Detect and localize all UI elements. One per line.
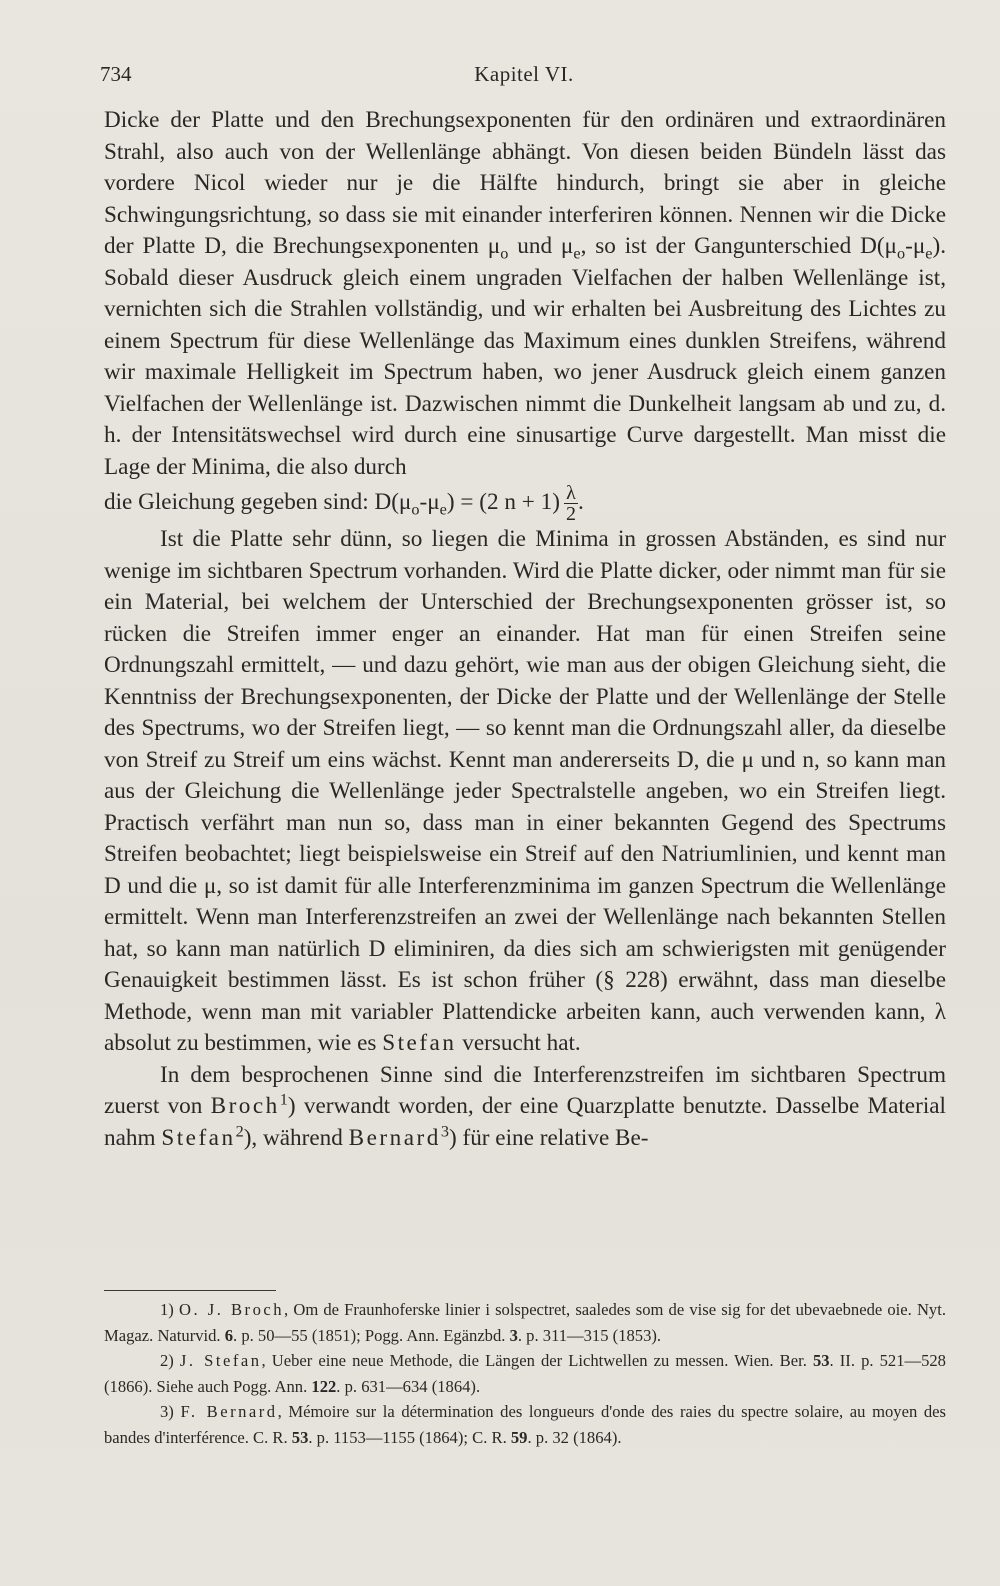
text-fragment: 3: [509, 1325, 518, 1345]
text-fragment: 6: [224, 1325, 234, 1345]
text-fragment: , Ueber eine neue Methode, die Längen der Lichtwellen zu messen. Wien. Ber.: [261, 1351, 813, 1370]
footnote-1: [104, 1297, 946, 1348]
text-fragment: , so ist der Gangunterschied D(μ: [580, 233, 897, 259]
text-fragment: 59: [510, 1427, 528, 1447]
text-fragment: die Gleichung gegeben sind: D(μ: [104, 488, 412, 515]
text-fragment: 2: [565, 503, 576, 525]
text-fragment: Ist die Platte sehr dünn, so liegen die Minima in grossen Abständen, es sind nur wenige im sichtbaren Spectrum vorhanden. Wird die Platte dicker, oder nimmt man für sie ein Material, bei welchem der Unterschied der Brechungsexponenten grösser ist, so rücken die Streifen immer enger an einander. Hat man für einen Streifen seine Ordnungszahl ermittelt, — und dazu gehört, wie man aus der obigen Gleichung sieht, die Kenntniss der Brechungsexponenten, der Dicke der Platte und der Wellenlänge der Stelle des Spectrums, wo der Streifen liegt, — so kennt man die Ordnungszahl aller, da dieselbe von Streif zu Streif um eins wächst. Kennt man andererseits D, die μ und n, so kann man aus der Gleichung die Wellenlänge jeder Spectralstelle angeben, wo ein Streifen liegt. Practisch verfährt man nun so, dass man in einer bekannten Gegend des Spectrums Streifen beobachtet; liegt beispielsweise ein Streif auf den Natriumlinien, und kennt man D und die μ, so ist damit für alle Interferenzminima im ganzen Spectrum die Wellenlänge ermittelt. Wenn man Interferenzstreifen an zwei der Wellenlänge nach bekannten Stellen hat, so kann man natürlich D eliminiren, da dies sich am schwierigsten mit genügender Genauigkeit bestimmen lässt. Es ist schon früher (§ 228) erwähnt, dass man dieselbe Methode, wenn man mit variabler Plattendicke arbeiten kann, auch verwenden kann, λ absolut zu bestimmen, wie es: [104, 526, 946, 1056]
text-fragment: o: [500, 244, 509, 263]
body-text: [104, 105, 946, 1154]
text-fragment: . p. 50—55 (1851); Pogg. Ann. Egänzbd.: [233, 1325, 510, 1345]
text-fragment: Dicke der Platte und den Brechungsexponenten für den ordinären und extraordinären Strahl, also auch von der Wellenlänge abhängt. Von diesen beiden Bündeln lässt das vordere Nicol wieder nur je die Hälfte hindurch, bringt sie aber in gleiche Schwingungsrichtung, so dass sie mit einander interferiren können. Nennen wir die Dicke der Platte D, die Brechungsexponenten μ: [104, 107, 946, 259]
text-fragment: .: [577, 488, 584, 515]
text-fragment: ). Sobald dieser Ausdruck gleich einem ungraden Vielfachen der halben Wellenlänge ist, vernichten sich die Strahlen vollständig, und wir erhalten bei Ausbreitung des Lichtes zu einem Spectrum für diese Wellenlänge das Maximum eines dunklen Streifens, während wir maximale Helligkeit im Spectrum haben, wo jener Ausdruck gleich einem ganzen Vielfachen der Wellenlänge ist. Dazwischen nimmt die Dunkelheit langsam ab und zu, d. h. der Intensitätswechsel wird durch eine sinusartige Curve dargestellt. Man misst die Lage der Minima, die also durch: [104, 233, 947, 480]
text-fragment: 53: [291, 1427, 309, 1447]
author-name: Broch: [210, 1093, 280, 1119]
text-fragment: λ: [566, 482, 576, 504]
page-header: [100, 62, 948, 92]
text-fragment: e: [439, 500, 447, 519]
text-fragment: , Mémoire sur la détermination des longueurs d'onde des raies du spectre solaire, au moyen des bandes d'interférence. C. R.: [104, 1402, 946, 1447]
text-fragment: 1): [160, 1300, 179, 1319]
text-fragment: . p. 1153—1155 (1864); C. R.: [308, 1427, 511, 1447]
paragraph-2: [104, 524, 946, 1060]
text-fragment: . II. p. 521—528 (1866). Siehe auch Pogg. Ann.: [104, 1351, 946, 1396]
text-fragment: J. Stefan: [179, 1351, 262, 1370]
author-name: Stefan: [161, 1124, 236, 1151]
text-fragment: . p. 631—634 (1864).: [336, 1376, 481, 1396]
footnote-3: [104, 1399, 946, 1450]
text-fragment: e: [573, 244, 581, 263]
text-fragment: versucht hat.: [456, 1030, 581, 1056]
text-fragment: 3): [160, 1402, 181, 1421]
text-fragment: . p. 32 (1864).: [527, 1427, 622, 1447]
text-fragment: . p. 311—315 (1853).: [517, 1325, 662, 1345]
text-fragment: O. J. Broch: [178, 1300, 285, 1319]
page-number: 734: [100, 62, 132, 86]
author-name: Bernard: [348, 1124, 441, 1151]
text-fragment: F. Bernard: [180, 1402, 278, 1421]
text-fragment: ) = (2 n + 1): [446, 488, 560, 515]
text-fragment: und μ: [508, 233, 574, 259]
footnote-ref: 3: [440, 1121, 449, 1140]
text-fragment: o: [411, 500, 420, 519]
text-fragment: In dem besprochenen Sinne sind die Interferenzstreifen im sichtbaren Spectrum zuerst von: [104, 1061, 946, 1119]
text-fragment: 2): [160, 1351, 180, 1370]
text-fragment: ) verwandt worden, der eine Quarzplatte benutzte. Dasselbe Material nahm: [104, 1093, 946, 1151]
text-fragment: -μ: [419, 488, 440, 515]
footnote-ref: 2: [235, 1121, 244, 1140]
text-fragment: -μ: [905, 233, 926, 259]
footnotes: [104, 1297, 946, 1450]
text-fragment: o: [896, 244, 906, 263]
running-title: Kapitel VI.: [474, 62, 574, 86]
footnote-2: [104, 1348, 946, 1399]
equation-line: [104, 483, 946, 524]
paragraph-3: [104, 1060, 946, 1155]
paragraph-1: [104, 105, 946, 483]
text-fragment: ) für eine relative Be-: [448, 1124, 649, 1151]
author-name: Stefan: [382, 1030, 457, 1056]
fraction-lambda-half: [564, 483, 578, 524]
footnote-ref: 1: [279, 1090, 288, 1109]
text-fragment: e: [925, 244, 933, 263]
text-fragment: ), während: [243, 1124, 349, 1151]
text-fragment: 53: [812, 1351, 830, 1370]
text-fragment: 122: [311, 1376, 337, 1396]
text-fragment: , Om de Fraunhoferske linier i solspectret, saaledes som de vise sig for det ubevaebnede oie. Nyt. Magaz. Naturvid.: [104, 1300, 946, 1345]
footnote-rule: [104, 1290, 276, 1291]
